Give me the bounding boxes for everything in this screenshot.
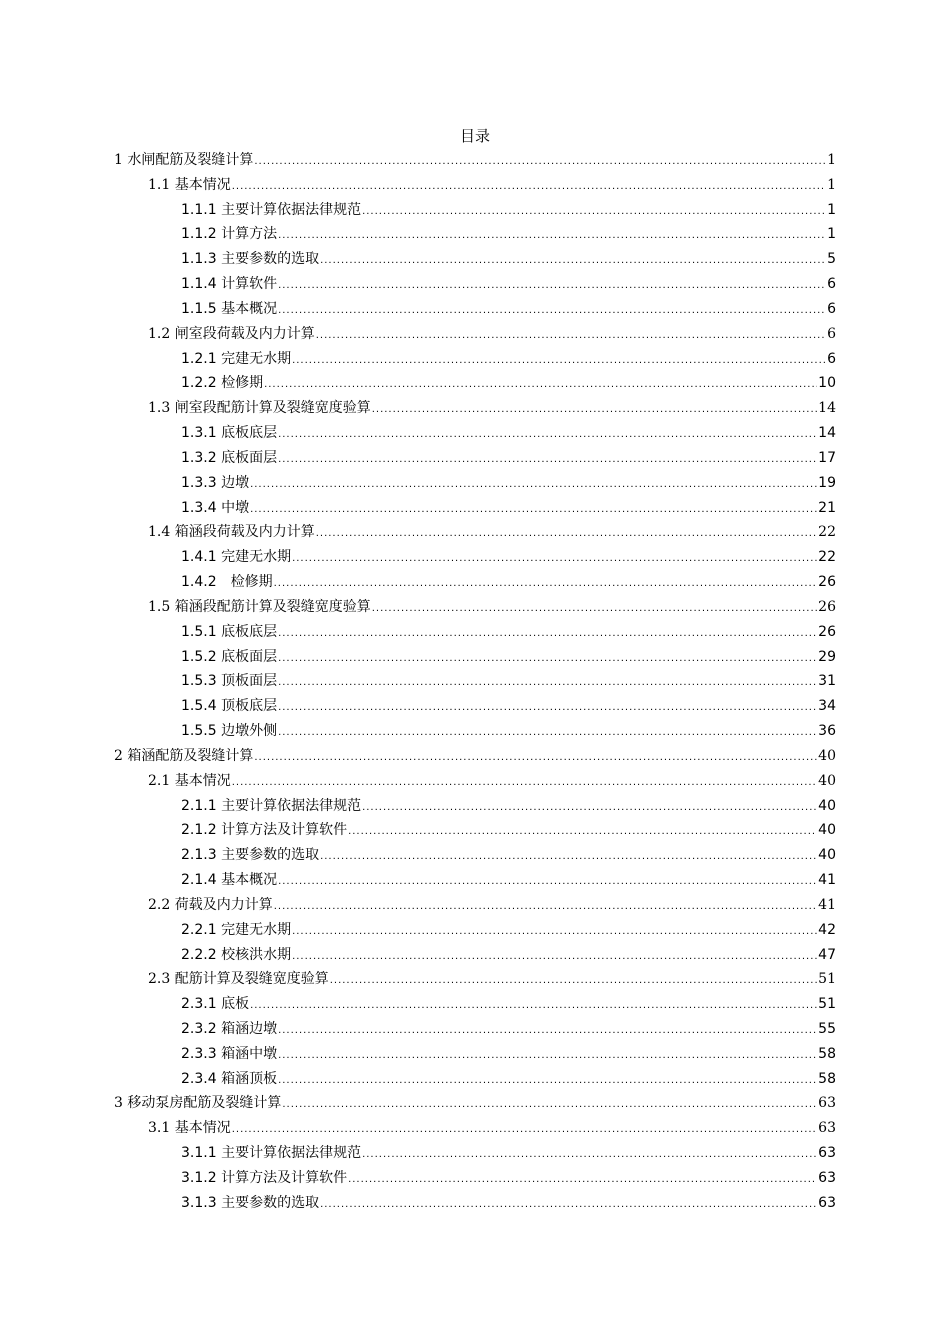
toc-entry-label: 1.4 箱涵段荷载及内力计算 [148,524,315,541]
toc-dot-leader [320,251,826,271]
toc-entry[interactable] [0,547,950,572]
toc-entry-page-number: 1 [827,201,836,218]
toc-entry[interactable] [0,224,950,249]
toc-entry-page-number: 19 [818,474,836,491]
toc-entry-label: 3 移动泵房配筋及裂缝计算 [114,1095,282,1112]
toc-entry-label: 1.1.2 计算方法 [181,226,278,243]
toc-entry[interactable] [0,299,950,324]
toc-entry-page-number: 63 [818,1095,836,1112]
toc-dot-leader [372,599,817,619]
toc-entry-label: 1.4.1 完建无水期 [181,549,292,566]
toc-entry[interactable] [0,895,950,920]
toc-entry[interactable] [0,373,950,398]
toc-entry[interactable] [0,920,950,945]
toc-entry-page-number: 51 [818,971,836,988]
toc-entry-label: 2.3.3 箱涵中墩 [181,1045,278,1062]
toc-entry-page-number: 1 [827,226,836,243]
toc-dot-leader [316,524,817,544]
toc-entry-label: 1.1.3 主要参数的选取 [181,251,320,268]
toc-dot-leader [278,1071,817,1091]
toc-title: 目录 [459,127,490,145]
toc-entry-label: 2.1.1 主要计算依据法律规范 [181,797,362,814]
toc-entry[interactable] [0,349,950,374]
toc-entry-page-number: 41 [818,872,836,889]
toc-entry[interactable] [0,696,950,721]
toc-entry-page-number: 63 [818,1169,836,1186]
toc-entry-page-number: 6 [827,300,836,317]
toc-entry[interactable] [0,398,950,423]
toc-entry-label: 2.3.1 底板 [181,996,250,1013]
toc-entry-page-number: 58 [818,1045,836,1062]
toc-entry[interactable] [0,572,950,597]
toc-entry-label: 1.2 闸室段荷载及内力计算 [148,325,315,342]
toc-entry-page-number: 34 [818,698,836,715]
toc-entry-label: 3.1 基本情况 [148,1120,231,1137]
toc-entry[interactable] [0,647,950,672]
toc-entry-page-number: 55 [818,1020,836,1037]
toc-entry[interactable] [0,771,950,796]
toc-dot-leader [320,1195,817,1215]
toc-entry-page-number: 63 [818,1120,836,1137]
toc-entry-page-number: 1 [827,152,836,168]
toc-entry-label: 1.5.2 底板面层 [181,648,278,665]
toc-dot-leader [278,276,826,296]
toc-entry[interactable] [0,870,950,895]
toc-entry[interactable] [0,820,950,845]
toc-entry[interactable] [0,522,950,547]
toc-dot-leader [282,1095,817,1115]
toc-entry-label: 1.3.4 中墩 [181,499,250,516]
toc-entry[interactable] [0,150,950,175]
toc-dot-leader [278,1046,817,1066]
toc-entry-label: 3.1.1 主要计算依据法律规范 [181,1145,362,1162]
toc-entry[interactable] [0,175,950,200]
toc-entry-page-number: 63 [818,1194,836,1211]
toc-dot-leader [278,301,826,321]
toc-dot-leader [330,971,817,991]
toc-dot-leader [292,947,817,967]
toc-dot-leader [278,698,817,718]
toc-entry[interactable] [0,1019,950,1044]
toc-dot-leader [278,450,817,470]
toc-entry-label: 1.3.2 底板面层 [181,449,278,466]
toc-entry-label: 1.5.3 顶板面层 [181,673,278,690]
toc-entry-label: 2.2 荷载及内力计算 [148,896,273,913]
toc-entry-page-number: 63 [818,1145,836,1162]
toc-entry-label: 1.4.2 检修期 [181,574,273,591]
toc-entry-page-number: 26 [818,598,836,615]
toc-entry[interactable] [0,945,950,970]
toc-entry-label: 1.5 箱涵段配筋计算及裂缝宽度验算 [148,598,371,615]
toc-entry-label: 1.5.4 顶板底层 [181,698,278,715]
toc-entry[interactable] [0,994,950,1019]
toc-entry-page-number: 40 [818,772,836,789]
toc-dot-leader [232,1120,817,1140]
toc-dot-leader [316,326,826,346]
toc-entry-label: 1.1.4 计算软件 [181,276,278,293]
toc-entry-label: 1.3.1 底板底层 [181,425,278,442]
toc-dot-leader [362,202,826,222]
toc-entry[interactable] [0,274,950,299]
toc-dot-leader [348,822,817,842]
toc-dot-leader [274,897,817,917]
toc-entry-label: 3.1.2 计算方法及计算软件 [181,1169,348,1186]
toc-entry-label: 1.3.3 边墩 [181,474,250,491]
toc-entry-label: 2.2.1 完建无水期 [181,921,292,938]
toc-entry-label: 1.5.1 底板底层 [181,623,278,640]
toc-entry[interactable] [0,498,950,523]
toc-entry-page-number: 40 [818,747,836,764]
toc-entry-label: 2.3.4 箱涵顶板 [181,1070,278,1087]
toc-entry[interactable] [0,721,950,746]
toc-entry-label: 2.3 配筋计算及裂缝宽度验算 [148,971,329,988]
toc-entry-page-number: 5 [827,251,836,268]
toc-entry-page-number: 6 [827,325,836,342]
toc-entry-page-number: 26 [818,574,836,591]
toc-entry-page-number: 26 [818,623,836,640]
toc-entry[interactable] [0,423,950,448]
toc-entry-label: 2.3.2 箱涵边墩 [181,1020,278,1037]
toc-entry[interactable] [0,1193,950,1218]
toc-entry-label: 1.1.1 主要计算依据法律规范 [181,201,362,218]
toc-entry-label: 1.1.5 基本概况 [181,300,278,317]
toc-entry-label: 2.1 基本情况 [148,772,231,789]
toc-dot-leader [292,351,826,371]
table-of-contents [0,150,950,1218]
toc-entry-page-number: 42 [818,921,836,938]
toc-entry-page-number: 22 [818,524,836,541]
toc-entry[interactable] [0,1093,950,1118]
toc-entry[interactable] [0,1168,950,1193]
toc-dot-leader [362,798,817,818]
toc-dot-leader [362,1145,817,1165]
toc-entry[interactable] [0,249,950,274]
toc-dot-leader [292,549,817,569]
toc-entry-page-number: 40 [818,847,836,864]
toc-entry-page-number: 36 [818,723,836,740]
toc-entry-page-number: 51 [818,996,836,1013]
toc-dot-leader [250,500,817,520]
toc-dot-leader [250,996,817,1016]
toc-entry[interactable] [0,796,950,821]
toc-dot-leader [264,375,817,395]
toc-entry-page-number: 1 [827,176,836,193]
toc-entry-page-number: 40 [818,797,836,814]
toc-entry-label: 1.2.2 检修期 [181,375,264,392]
toc-entry-page-number: 14 [818,400,836,417]
toc-entry-label: 1.3 闸室段配筋计算及裂缝宽度验算 [148,400,371,417]
toc-entry-page-number: 40 [818,822,836,839]
toc-entry-label: 1 水闸配筋及裂缝计算 [114,152,254,168]
toc-entry-label: 2.1.3 主要参数的选取 [181,847,320,864]
toc-entry-page-number: 10 [818,375,836,392]
toc-entry-page-number: 14 [818,425,836,442]
toc-dot-leader [372,400,817,420]
toc-dot-leader [254,152,826,172]
toc-entry-label: 2.1.4 基本概况 [181,872,278,889]
toc-entry-page-number: 21 [818,499,836,516]
toc-entry-page-number: 47 [818,946,836,963]
toc-dot-leader [232,773,817,793]
toc-dot-leader [320,847,817,867]
toc-entry[interactable] [0,1044,950,1069]
toc-entry[interactable] [0,200,950,225]
toc-dot-leader [278,624,817,644]
toc-dot-leader [274,574,818,594]
toc-dot-leader [278,1021,817,1041]
toc-entry[interactable] [0,597,950,622]
toc-dot-leader [254,748,817,768]
toc-dot-leader [278,673,817,693]
toc-dot-leader [278,226,826,246]
toc-entry-page-number: 41 [818,896,836,913]
toc-dot-leader [232,177,826,197]
toc-entry-label: 1.1 基本情况 [148,176,231,193]
toc-entry[interactable] [0,622,950,647]
toc-entry-page-number: 17 [818,449,836,466]
toc-entry[interactable] [0,324,950,349]
toc-entry-label: 2.2.2 校核洪水期 [181,946,292,963]
toc-entry-label: 1.5.5 边墩外侧 [181,723,278,740]
toc-dot-leader [278,425,817,445]
toc-entry[interactable] [0,1069,950,1094]
toc-entry-label: 2.1.2 计算方法及计算软件 [181,822,348,839]
toc-entry-label: 3.1.3 主要参数的选取 [181,1194,320,1211]
toc-entry-page-number: 22 [818,549,836,566]
toc-entry-label: 2 箱涵配筋及裂缝计算 [114,747,254,764]
toc-dot-leader [278,723,817,743]
toc-entry[interactable] [0,746,950,771]
toc-dot-leader [250,475,817,495]
toc-entry-page-number: 31 [818,673,836,690]
toc-dot-leader [348,1170,817,1190]
toc-entry-page-number: 6 [827,350,836,367]
toc-entry[interactable] [0,969,950,994]
toc-entry[interactable] [0,671,950,696]
toc-dot-leader [278,872,817,892]
toc-entry[interactable] [0,1118,950,1143]
toc-entry[interactable] [0,473,950,498]
toc-entry-label: 1.2.1 完建无水期 [181,350,292,367]
toc-entry[interactable] [0,448,950,473]
toc-dot-leader [292,922,817,942]
toc-entry-page-number: 58 [818,1070,836,1087]
toc-entry-page-number: 6 [827,276,836,293]
toc-entry-page-number: 29 [818,648,836,665]
toc-dot-leader [278,649,817,669]
toc-entry[interactable] [0,1143,950,1168]
toc-entry[interactable] [0,845,950,870]
